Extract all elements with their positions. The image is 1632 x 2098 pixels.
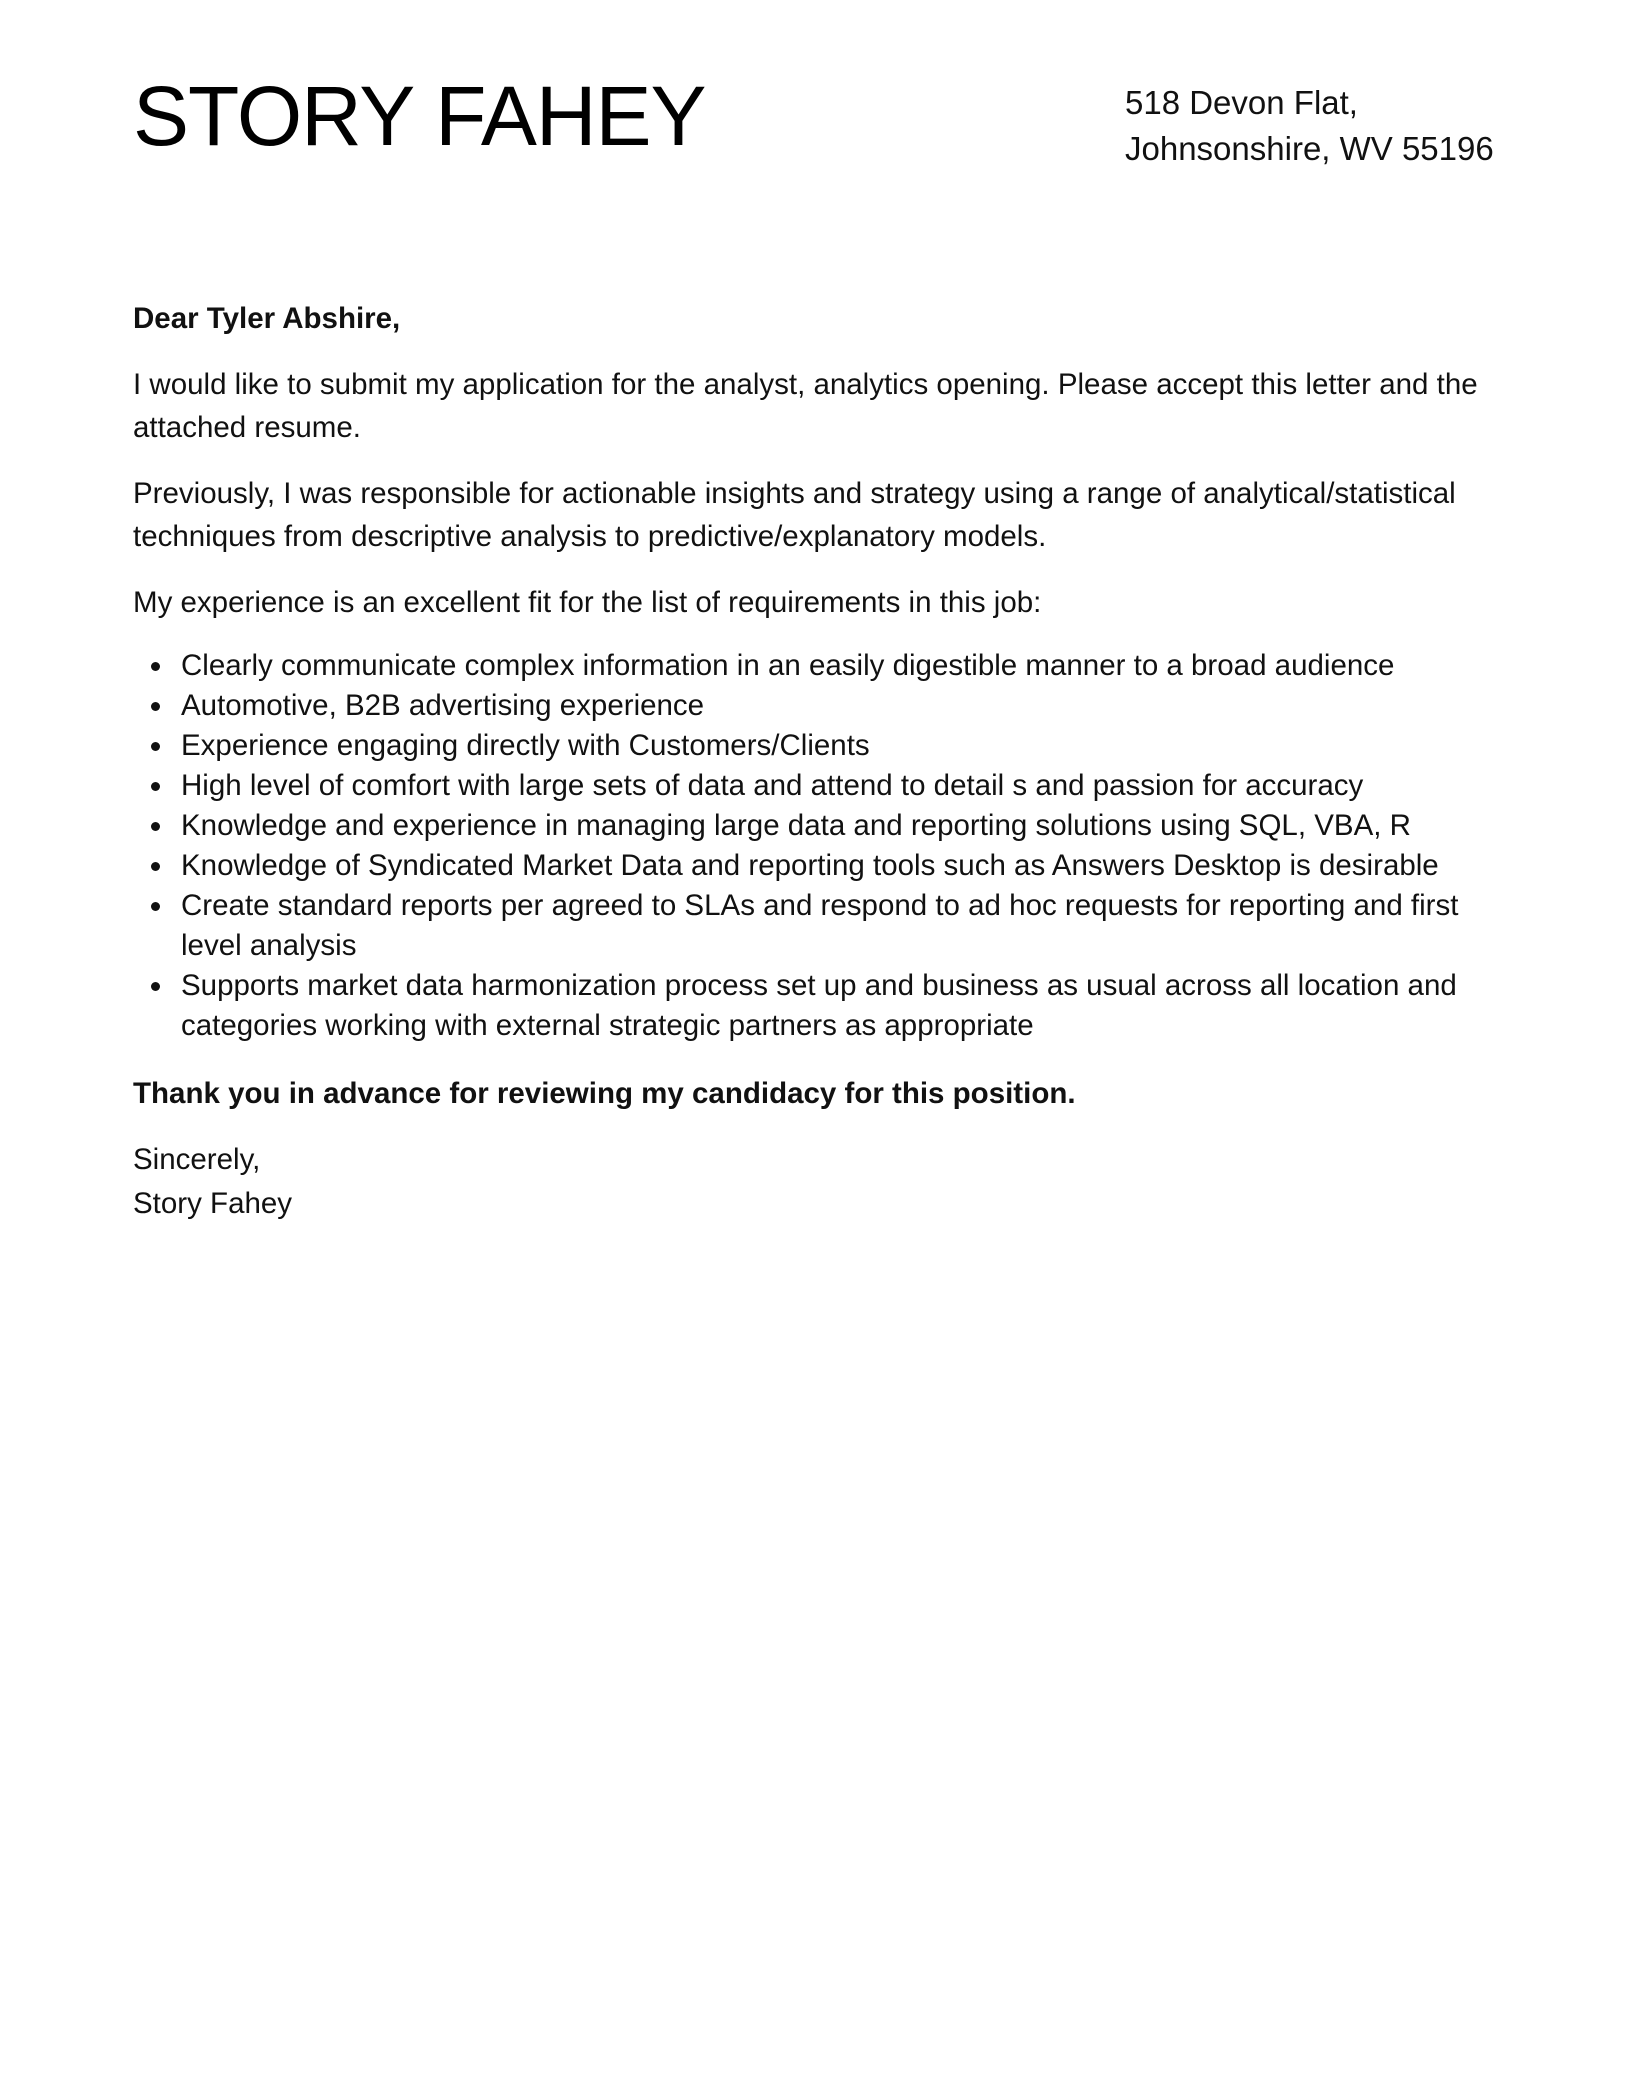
list-item: Supports market data harmonization process set up and business as usual across all location and categories working with external strategic partners as appropriate	[181, 966, 1493, 1046]
list-item: Knowledge and experience in managing large data and reporting solutions using SQL, VBA, R	[181, 806, 1493, 846]
letter-body	[133, 297, 1493, 1226]
signoff-block	[133, 1138, 1493, 1226]
list-item: Clearly communicate complex information in an easily digestible manner to a broad audience	[181, 646, 1493, 686]
list-item: Automotive, B2B advertising experience	[181, 686, 1493, 726]
requirements-intro: My experience is an excellent fit for the list of requirements in this job:	[133, 585, 1042, 619]
signoff: Sincerely,	[133, 1142, 261, 1176]
list-item: Create standard reports per agreed to SLAs and respond to ad hoc requests for reporting and first level analysis	[181, 886, 1493, 966]
list-item: Knowledge of Syndicated Market Data and reporting tools such as Answers Desktop is desirable	[181, 846, 1493, 886]
applicant-name: STORY FAHEY	[133, 69, 706, 163]
salutation: Dear Tyler Abshire,	[133, 302, 401, 335]
closing-line: Thank you in advance for reviewing my candidacy for this position.	[133, 1077, 1076, 1110]
requirements-list	[133, 646, 1493, 1046]
applicant-address	[1125, 80, 1494, 172]
address-line-2: Johnsonshire, WV 55196	[1125, 130, 1494, 167]
address-line-1: 518 Devon Flat,	[1125, 84, 1358, 121]
list-item: Experience engaging directly with Customers/Clients	[181, 726, 1493, 766]
signature-name: Story Fahey	[133, 1186, 293, 1220]
intro-paragraph: I would like to submit my application for the analyst, analytics opening. Please accept this letter and the attached resume.	[133, 367, 1478, 444]
list-item: High level of comfort with large sets of data and attend to detail s and passion for accuracy	[181, 766, 1493, 806]
experience-paragraph: Previously, I was responsible for actionable insights and strategy using a range of analytical/statistical techniques from descriptive analysis to predictive/explanatory models.	[133, 476, 1456, 553]
